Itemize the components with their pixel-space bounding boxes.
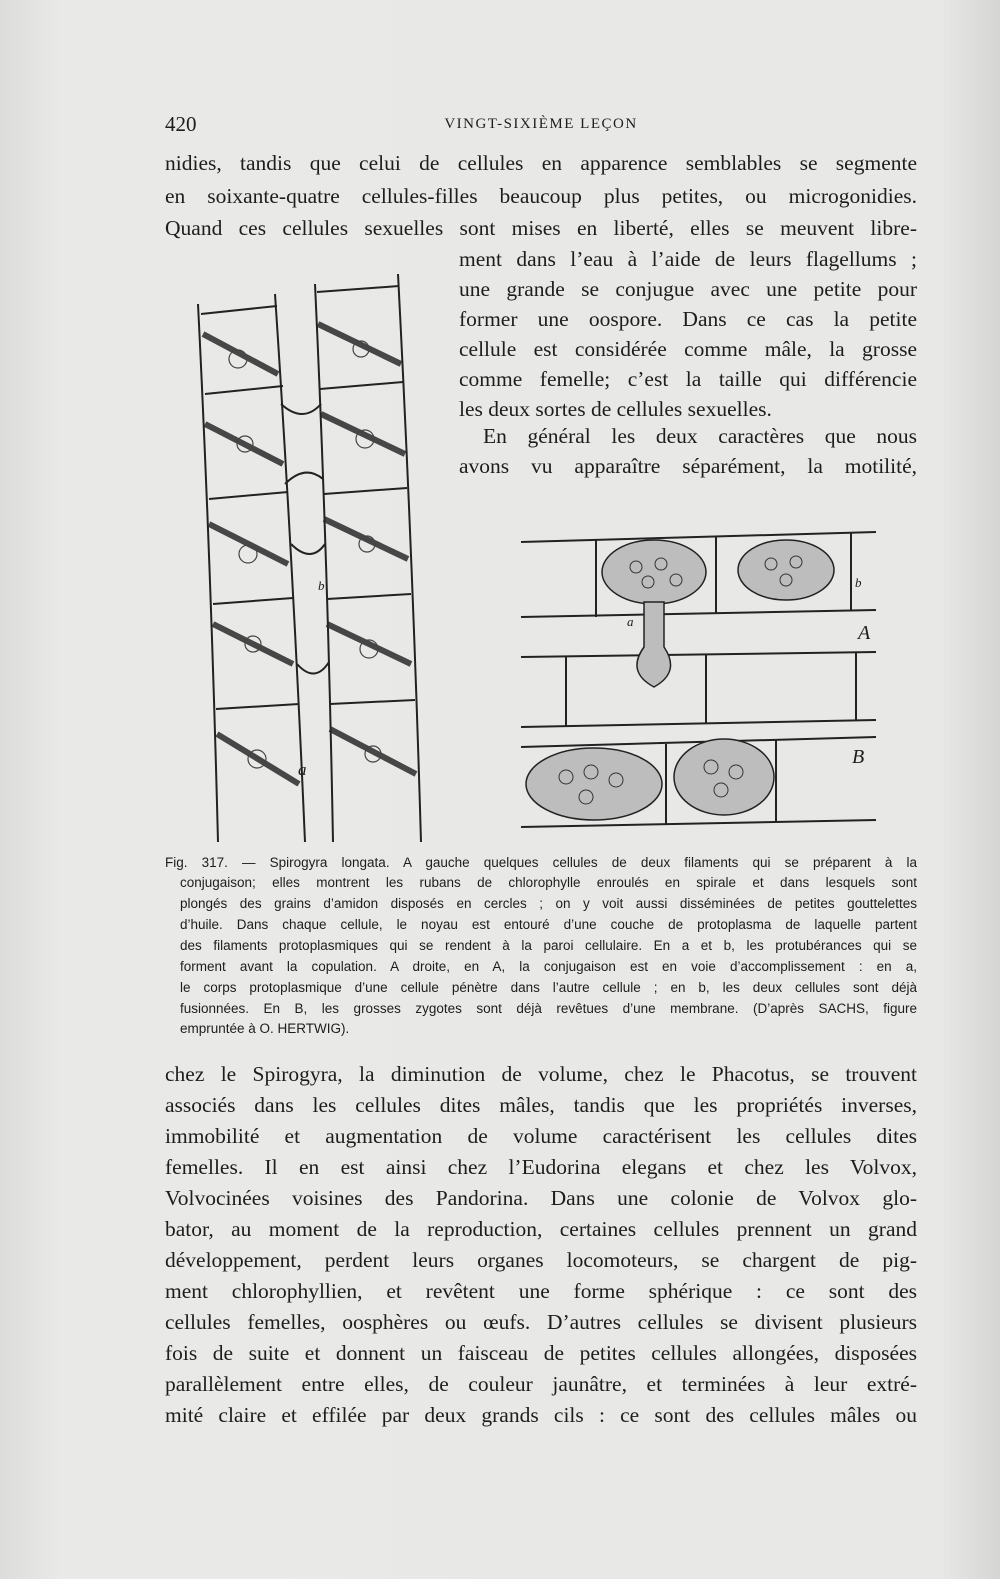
figure-label-b-right: b <box>855 575 862 590</box>
figure-label-A: A <box>858 622 871 644</box>
figure-filaments-illustration <box>193 264 423 842</box>
text-line: Quand ces cellules sexuelles sont mises en liberté, elles se meuvent libre- <box>165 216 917 240</box>
text-line: bator, au moment de la reproduction, certaines cellules prennent un grand <box>165 1217 917 1241</box>
text-line: parallèlement entre elles, de couleur jaunâtre, et terminées à leur extré- <box>165 1372 917 1396</box>
figure-caption-line: le corps protoplasmique d’une cellule pénètre dans l’autre cellule ; en b, les deux cellules sont déjà <box>180 980 917 995</box>
text-line: développement, perdent leurs organes locomoteurs, se chargent de pig- <box>165 1248 917 1272</box>
text-line: immobilité et augmentation de volume caractérisent les cellules dites <box>165 1124 917 1148</box>
figure-caption-line: conjugaison; elles montrent les rubans de chlorophylle enroulés en spirale et dans lesquels sont <box>180 875 917 890</box>
text-line: ment chlorophyllien, et revêtent une forme sphérique : ce sont des <box>165 1279 917 1303</box>
figure-label-a-right: a <box>627 614 634 629</box>
figure-label-a: a <box>298 760 307 779</box>
text-line: former une oospore. Dans ce cas la petite <box>459 307 917 331</box>
text-line: comme femelle; c’est la taille qui différencie <box>459 367 917 391</box>
figure-caption-line: forment avant la copulation. A droite, en A, la conjugaison est en voie d’accomplissement : en a, <box>180 959 917 974</box>
figure-caption-line: des filaments protoplasmiques qui se rendent à la paroi cellulaire. En a et b, les protubérances qui se <box>180 938 917 953</box>
text-line: associés dans les cellules dites mâles, tandis que les propriétés inverses, <box>165 1093 917 1117</box>
text-line: Volvocinées voisines des Pandorina. Dans une colonie de Volvox glo- <box>165 1186 917 1210</box>
text-line: cellule est considérée comme mâle, la grosse <box>459 337 917 361</box>
figure-label-b: b <box>318 578 325 593</box>
text-line: mité claire et effilée par deux grands cils : ce sont des cellules mâles ou <box>165 1403 917 1427</box>
figure-caption-line: d’huile. Dans chaque cellule, le noyau est entouré d’une couche de protoplasma de laquelle partent <box>180 917 917 932</box>
text-line: en soixante-quatre cellules-filles beaucoup plus petites, ou microgonidies. <box>165 184 917 208</box>
text-line: une grande se conjugue avec une petite pour <box>459 277 917 301</box>
text-line: En général les deux caractères que nous <box>483 424 917 448</box>
running-title: VINGT-SIXIÈME LEÇON <box>444 116 638 132</box>
text-line: les deux sortes de cellules sexuelles. <box>459 397 772 421</box>
text-line: femelles. Il en est ainsi chez l’Eudorina elegans et chez les Volvox, <box>165 1155 917 1179</box>
page-number: 420 <box>165 112 197 136</box>
page-header <box>165 112 917 142</box>
text-line: avons vu apparaître séparément, la motilité, <box>459 454 917 478</box>
text-line: nidies, tandis que celui de cellules en apparence semblables se segmente <box>165 151 917 175</box>
text-line: cellules femelles, oosphères ou œufs. D’autres cellules se divisent plusieurs <box>165 1310 917 1334</box>
figure-caption-line: fusionnées. En B, les grosses zygotes sont déjà revêtues d’une membrane. (D’après SACHS, figure <box>180 1001 917 1016</box>
figure-caption-line: plongés des grains d’amidon disposés en cercles ; on y voit aussi disséminées de petites gouttelettes <box>180 896 917 911</box>
figure-caption-line: empruntée à O. HERTWIG). <box>180 1021 350 1036</box>
figure-caption-line: Fig. 317. — Spirogyra longata. A gauche quelques cellules de deux filaments qui se préparent à la <box>165 855 917 870</box>
text-line: fois de suite et donnent un faisceau de petites cellules allongées, disposées <box>165 1341 917 1365</box>
figure-conjugation-illustration <box>516 522 884 840</box>
figure-label-B: B <box>852 746 865 768</box>
text-line: chez le Spirogyra, la diminution de volume, chez le Phacotus, se trouvent <box>165 1062 917 1086</box>
text-line: ment dans l’eau à l’aide de leurs flagellums ; <box>459 247 917 271</box>
